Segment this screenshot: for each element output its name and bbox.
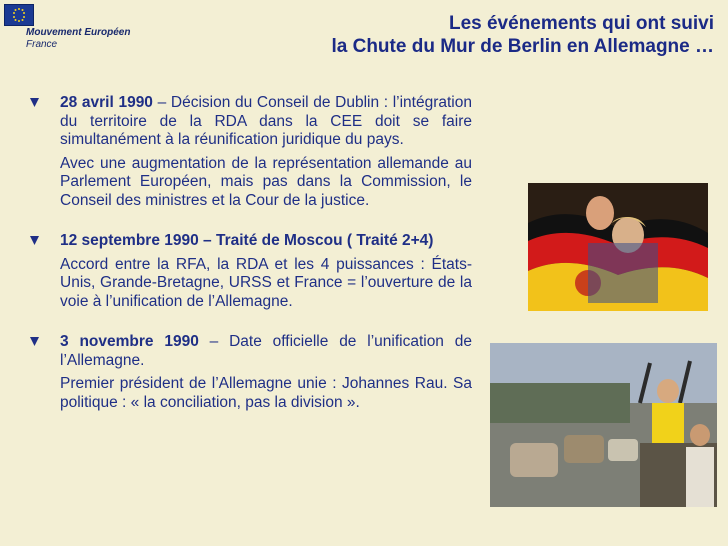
item-lead: – Date officielle de l’unification de l’Allemagne. [60,333,472,369]
item-main [60,94,472,150]
item-lead: – Décision du Conseil de Dublin : l’intégration du territoire de la RDA dans la CEE doit se faire simultanément à la réunification juridique du pays. [60,94,472,148]
eu-flag-icon [4,4,34,26]
item-date: 3 novembre 1990 [60,333,199,350]
logo-country: France [26,39,58,50]
item-detail: Accord entre la RFA, la RDA et les 4 puissances : États-Unis, Grande-Bretagne, URSS et France = l’ouverture de la voie à l’unification de l’Allemagne. [60,255,472,310]
photo-couple-with-flag [528,183,708,311]
list-item [30,94,472,210]
bullet-icon [30,98,39,107]
item-date: 12 septembre 1990 – Traité de Moscou ( Traité 2+4) [60,232,434,249]
item-main [60,333,472,370]
title-line-2: la Chute du Mur de Berlin en Allemagne … [331,36,714,57]
bullet-icon [30,337,39,346]
page-title [194,12,714,58]
logo-org-name: Mouvement Européen [26,27,131,38]
item-detail: Avec une augmentation de la représentation allemande au Parlement Européen, mais pas dans la Commission, le Conseil des ministres et la Cour de la justice. [60,154,472,209]
list-item [30,333,472,412]
list-item [30,232,472,311]
logo [4,4,144,52]
item-main [60,232,472,251]
bullet-list [30,94,472,434]
bullet-icon [30,236,39,245]
photo-crowd-celebration [490,343,717,507]
title-line-1: Les événements qui ont suivi [448,13,714,34]
item-date: 28 avril 1990 [60,94,153,111]
item-detail: Premier président de l’Allemagne unie : Johannes Rau. Sa politique : « la conciliation, pas la division ». [60,375,472,411]
